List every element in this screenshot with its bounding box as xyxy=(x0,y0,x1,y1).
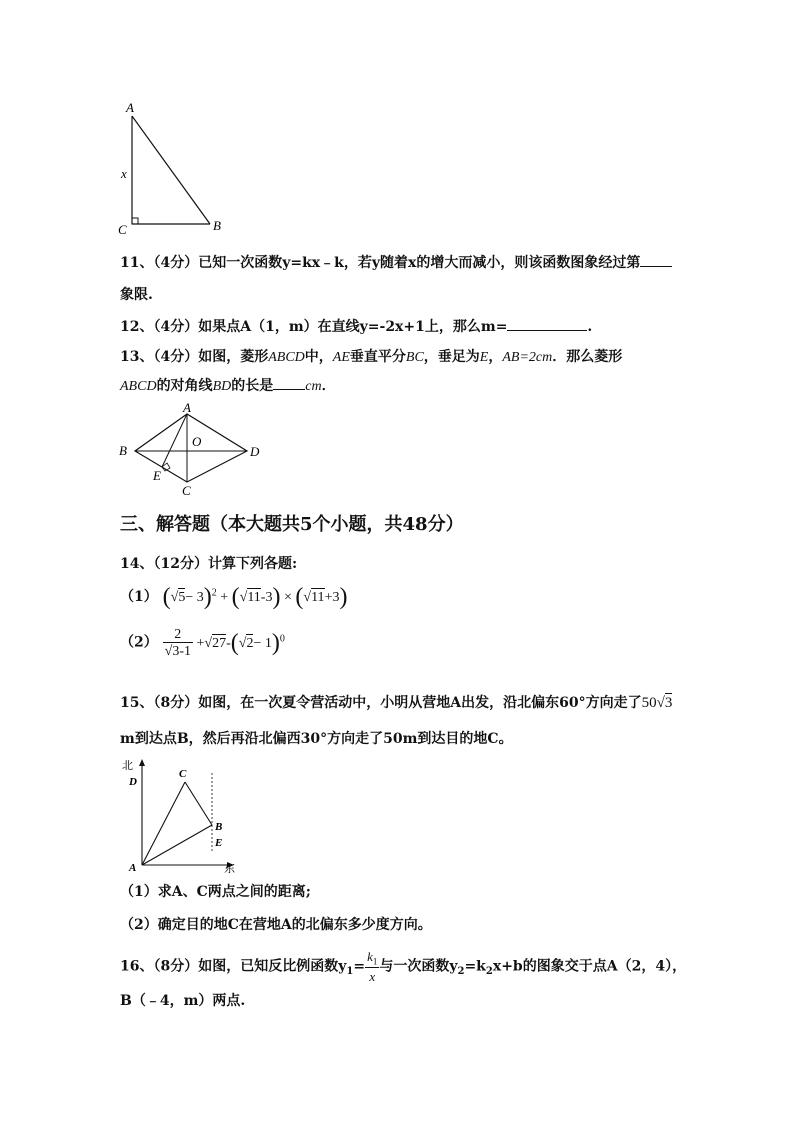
label-D: D xyxy=(250,444,260,459)
q15-line2: m到达点B，然后再沿北偏西30°方向走了50m到达目的地C。 xyxy=(120,731,513,747)
q16-line2: B（﹣4，m）两点. xyxy=(120,993,246,1009)
label-C: C xyxy=(179,768,187,780)
q14-part1: （1） $(√5- 3)^2 + (√11-3) \times (√11+3)$ xyxy=(120,584,348,610)
label-north: 北 xyxy=(122,760,133,772)
fraction: $\frac{2}{√3-1}$ xyxy=(164,627,191,659)
q16-line1: 16、（8分）如图，已知反比例函数$y_1=$ $\frac{k_1}{x}$ 与一次函数$y_2=k_2x+b$的图象交于点A（2，4）， xyxy=(120,949,687,984)
label-A: A xyxy=(183,400,191,415)
q13-line2: ABCD的对角线BD的长是 cm． xyxy=(120,375,336,395)
label-O: O xyxy=(192,434,202,449)
label-x: x xyxy=(121,166,127,181)
q14-intro: 14、（12分）计算下列各题: xyxy=(120,556,298,572)
q15-sub1: （1）求A、C两点之间的距离; xyxy=(120,884,311,900)
q13-blank xyxy=(273,375,305,390)
q13-line1: 13、（4分）如图，菱形ABCD中，AE垂直平分BC，垂足为E，AB=2cm．那么菱形 xyxy=(120,349,623,365)
label-C: C xyxy=(118,222,127,237)
label-E: E xyxy=(215,837,223,849)
label-C: C xyxy=(182,483,191,498)
label-A: A xyxy=(126,100,134,115)
q12-blank xyxy=(507,316,587,331)
triangle-figure xyxy=(110,98,230,238)
fraction: $\frac{k_1}{x}$ xyxy=(367,949,378,984)
q14-part2: （2） $\frac{2}{√3-1}$ $+√27-(√2- 1)^0$ xyxy=(120,627,285,659)
q11-line2: 象限. xyxy=(120,287,153,303)
label-D: D xyxy=(129,776,137,788)
label-B: B xyxy=(119,443,127,458)
label-A: A xyxy=(129,862,137,873)
q12-line: 12、（4分）如果点A（1，m）在直线y=-2x+1上，那么m= . xyxy=(120,316,592,336)
q11-line1: 11、（4分）已知一次函数y=kx﹣k，若y随着x的增大而减小，则该函数图象经过第 xyxy=(120,252,672,272)
camp-figure xyxy=(118,755,243,873)
label-east: 东 xyxy=(224,863,235,873)
q15-line1: 15、（8分）如图，在一次夏令营活动中，小明从营地A出发，沿北偏东60°方向走了50√3 xyxy=(120,695,673,711)
rhombus-figure xyxy=(115,400,275,502)
q15-sub2: （2）确定目的地C在营地A的北偏东多少度方向。 xyxy=(120,917,432,933)
label-E: E xyxy=(153,468,161,483)
q11-blank xyxy=(640,252,672,267)
label-B: B xyxy=(215,821,223,833)
section-heading: 三、解答题（本大题共5个小题，共48分） xyxy=(120,514,464,535)
label-B: B xyxy=(213,218,221,233)
